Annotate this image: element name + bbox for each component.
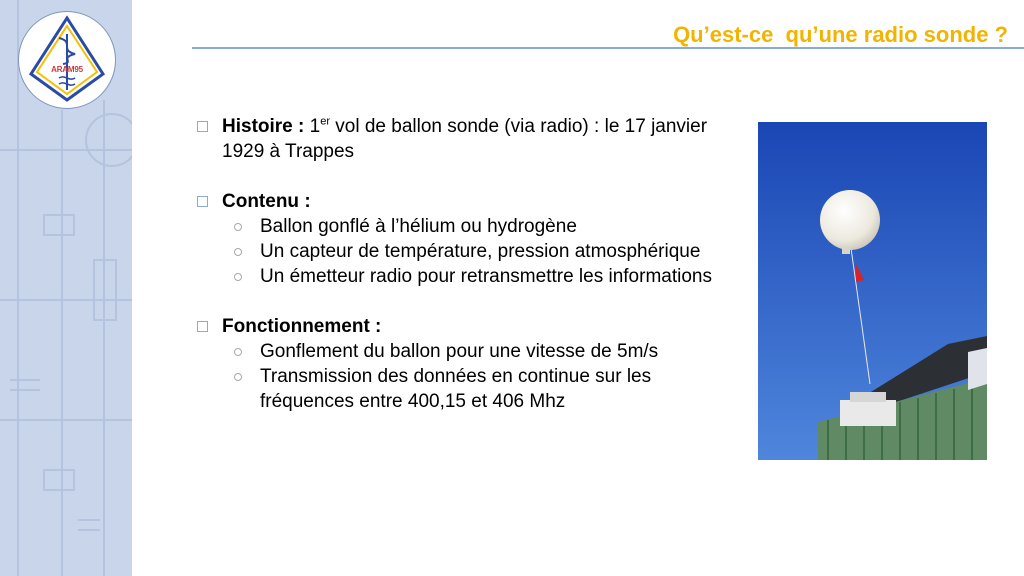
- circle-bullet-icon: [234, 248, 242, 256]
- square-bullet-icon: [197, 196, 208, 207]
- page-title: Qu’est-ce qu’une radio sonde ?: [673, 22, 1008, 47]
- square-bullet-icon: [197, 121, 208, 132]
- logo-text: ARAM95: [51, 65, 83, 74]
- club-logo: [18, 11, 116, 109]
- circle-bullet-icon: [234, 373, 242, 381]
- slide-content: [196, 114, 726, 439]
- list-item-text: Ballon gonflé à l’hélium ou hydrogène: [260, 216, 577, 237]
- title-divider: [192, 47, 1024, 49]
- list-item: [222, 339, 726, 364]
- list-item-text: Un émetteur radio pour retransmettre les informations: [260, 266, 712, 287]
- section-label: Histoire :: [222, 116, 305, 137]
- section-histoire: [196, 114, 726, 164]
- list-item-text: Transmission des données en continue sur les fréquences entre 400,15 et 406 Mhz: [260, 366, 652, 412]
- square-bullet-icon: [197, 321, 208, 332]
- section-text-superscript: er: [320, 115, 330, 128]
- list-item: [222, 264, 726, 289]
- list-item: [222, 239, 726, 264]
- caduceus-diamond-icon: [19, 12, 115, 108]
- weather-balloon-icon: [758, 122, 987, 460]
- weather-balloon-photo: [758, 122, 987, 460]
- list-item: [222, 214, 726, 239]
- section-contenu: [196, 189, 726, 289]
- sub-list: [222, 339, 726, 414]
- circle-bullet-icon: [234, 348, 242, 356]
- circle-bullet-icon: [234, 223, 242, 231]
- section-text-post: vol de ballon sonde (via radio) : le 17 janvier 1929 à Trappes: [222, 116, 708, 162]
- sub-list: [222, 214, 726, 289]
- section-label: Fonctionnement :: [222, 316, 382, 337]
- circle-bullet-icon: [234, 273, 242, 281]
- section-fonctionnement: [196, 314, 726, 414]
- list-item-text: Gonflement du ballon pour une vitesse de 5m/s: [260, 341, 659, 362]
- section-text-pre: 1: [304, 116, 321, 137]
- list-item: [222, 364, 726, 414]
- sidebar-decoration: [0, 0, 132, 576]
- section-label: Contenu :: [222, 191, 311, 212]
- list-item-text: Un capteur de température, pression atmosphérique: [260, 241, 701, 262]
